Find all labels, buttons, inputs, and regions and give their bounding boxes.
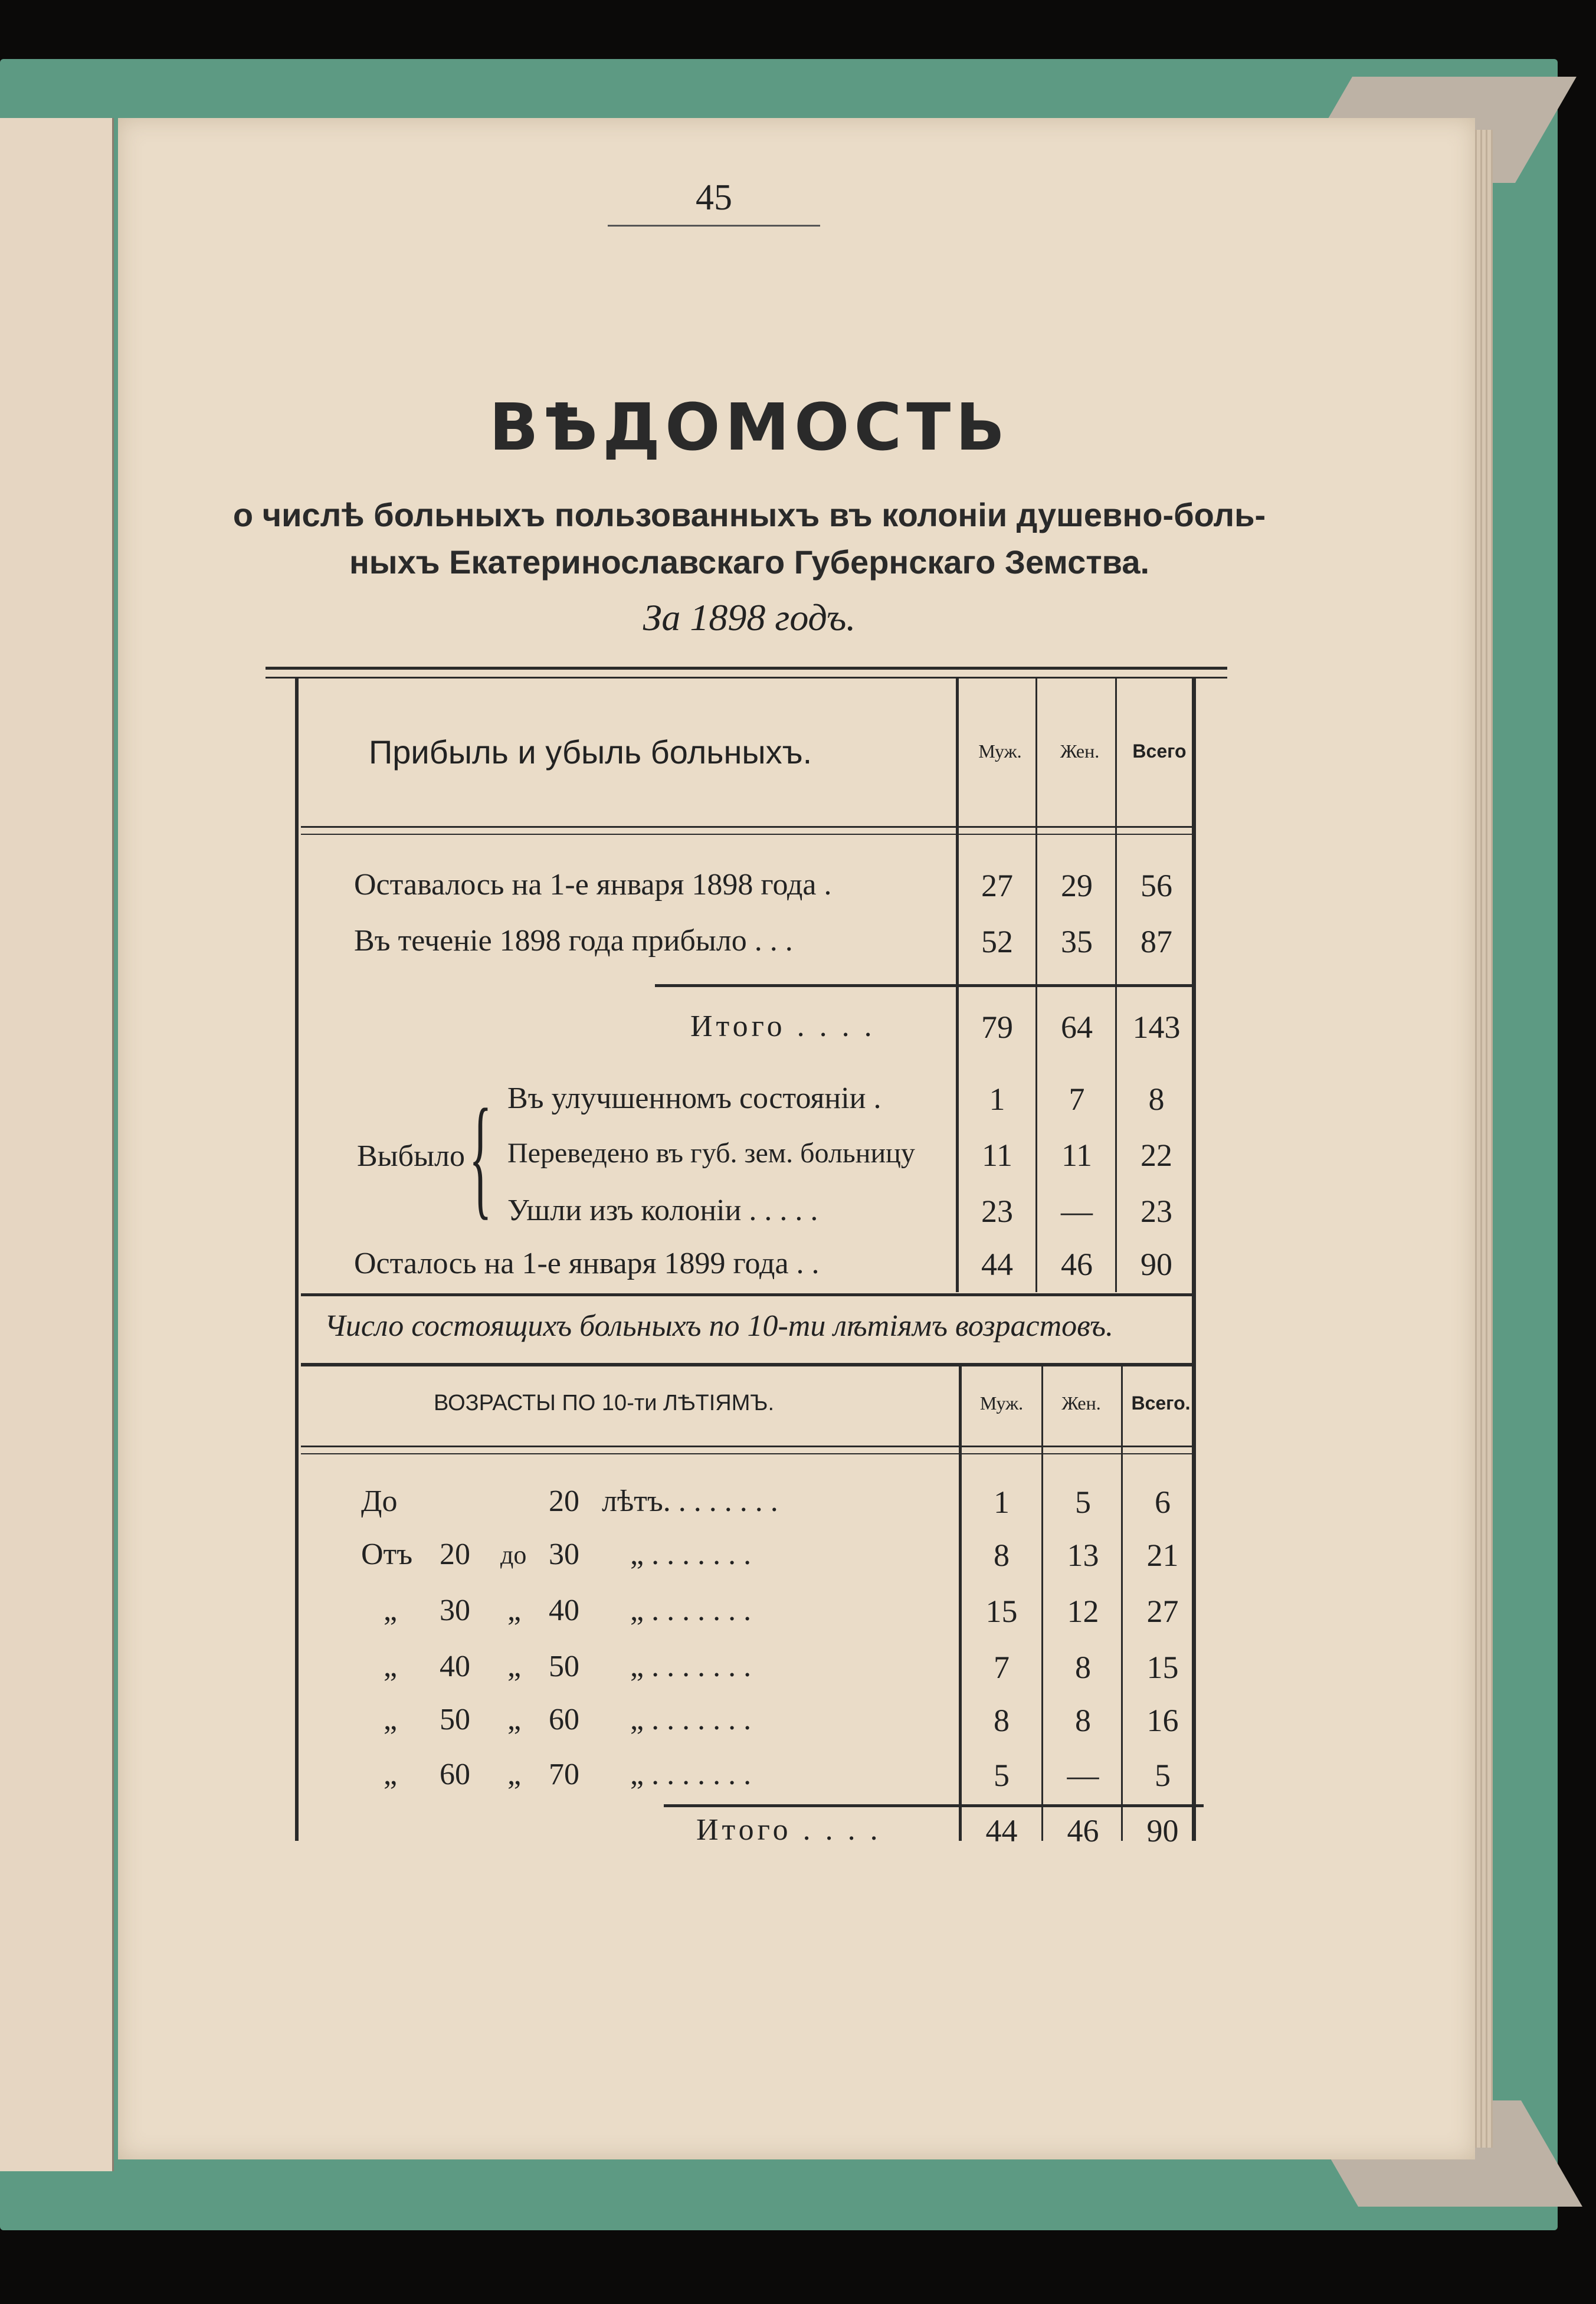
table1-row1-total: 56	[1141, 868, 1172, 903]
table2-col-female: Жен.	[1061, 1392, 1101, 1414]
table2-col-total: Всего.	[1131, 1392, 1191, 1414]
section-title: Число состоящихъ больныхъ по 10-ти лѣтіямъ возрастовъ.	[325, 1309, 1114, 1343]
brace-icon: {	[469, 1081, 492, 1231]
table1-row6-label: Осталось на 1-е января 1899 года . .	[354, 1247, 820, 1280]
table1-col-male: Муж.	[978, 740, 1022, 762]
age-prefix: До	[361, 1484, 398, 1518]
table1-row1-female: 29	[1061, 868, 1093, 903]
table-left-border	[295, 679, 299, 1841]
table1-row3-label: Въ улучшенномъ состояніи .	[507, 1081, 881, 1115]
table2-total-total: 90	[1146, 1813, 1179, 1849]
table2-female: 8	[1075, 1703, 1091, 1738]
age-mid: „	[507, 1650, 522, 1683]
age-suffix: „ . . . . . . .	[630, 1594, 752, 1627]
table1-row1-male: 27	[981, 868, 1013, 903]
section-bottom-rule	[301, 1363, 1192, 1366]
table2-male: 1	[994, 1484, 1010, 1520]
table2-total: 16	[1146, 1703, 1179, 1738]
table2-female: 5	[1075, 1484, 1091, 1520]
age-suffix: „ . . . . . . .	[630, 1703, 752, 1736]
table2-total: 27	[1146, 1594, 1179, 1629]
table1-row5-male: 23	[981, 1194, 1013, 1229]
table2-male: 8	[994, 1538, 1010, 1573]
table1-row6-male: 44	[981, 1247, 1013, 1282]
table1-subtotal-rule	[655, 984, 1192, 987]
age-suffix: „ . . . . . . .	[630, 1538, 752, 1571]
table2-male: 5	[994, 1758, 1010, 1793]
year-line: За 1898 годъ.	[643, 597, 856, 638]
table1-total-female: 64	[1061, 1010, 1093, 1045]
table1-row6-female: 46	[1061, 1247, 1093, 1282]
table2-col-male: Муж.	[979, 1392, 1024, 1414]
table2-total-female: 46	[1067, 1813, 1099, 1849]
table1-row6-total: 90	[1141, 1247, 1172, 1282]
table2-heading: ВОЗРАСТЫ ПО 10-ти ЛѢТІЯМЪ.	[434, 1391, 775, 1415]
table2-female: —	[1067, 1758, 1099, 1793]
document-title: ВѢДОМОСТЬ	[489, 389, 1010, 465]
table1-row5-label: Ушли изъ колоніи . . . . .	[507, 1194, 818, 1227]
age-prefix: Отъ	[361, 1538, 413, 1571]
age-suffix: „ . . . . . . .	[630, 1758, 752, 1791]
age-from: 50	[440, 1703, 470, 1736]
table1-row5-total: 23	[1141, 1194, 1172, 1229]
age-to: 50	[549, 1650, 579, 1683]
table2-total-male: 44	[985, 1813, 1018, 1849]
table2-total: 6	[1155, 1484, 1171, 1520]
table1-row5-female: —	[1061, 1194, 1093, 1229]
age-to: 30	[549, 1538, 579, 1571]
age-from: 30	[440, 1594, 470, 1627]
table1-col-female: Жен.	[1060, 740, 1100, 762]
table1-row3-female: 7	[1069, 1081, 1085, 1117]
table1-row4-label: Переведено въ губ. зем. больницу	[507, 1138, 915, 1169]
table1-row1-label: Оставалось на 1-е января 1898 года .	[354, 868, 832, 902]
age-mid: „	[507, 1594, 522, 1627]
table2-total: 21	[1146, 1538, 1179, 1573]
age-to: 20	[549, 1484, 579, 1518]
table2-male: 7	[994, 1650, 1010, 1685]
subtitle-line-2: ныхъ Екатеринославскаго Губернскаго Земства.	[349, 543, 1150, 581]
table2-total: 5	[1155, 1758, 1171, 1793]
age-to: 40	[549, 1594, 579, 1627]
table1-heading: Прибыль и убыль больныхъ.	[369, 733, 812, 771]
table1-total-label: Итого . . . .	[690, 1010, 876, 1043]
table2-male: 15	[985, 1594, 1018, 1629]
age-suffix: лѣтъ. . . . . . . .	[602, 1484, 778, 1518]
table1-row2-label: Въ теченіе 1898 года прибыло . . .	[354, 924, 793, 958]
age-to: 70	[549, 1758, 579, 1791]
table1-col-total: Всего	[1132, 740, 1187, 762]
table1-row4-total: 22	[1141, 1138, 1172, 1173]
age-from: 20	[440, 1538, 470, 1571]
section-top-rule	[301, 1293, 1192, 1296]
page-number: 45	[608, 177, 820, 227]
age-prefix: „	[384, 1703, 398, 1736]
age-mid: до	[500, 1541, 527, 1569]
table1-header-double-rule	[301, 826, 1192, 835]
table2-female: 12	[1067, 1594, 1099, 1629]
table2-subtotal-rule	[664, 1804, 1204, 1807]
age-from: 40	[440, 1650, 470, 1683]
table2-header-double-rule	[301, 1446, 1192, 1454]
table1-total-male: 79	[981, 1010, 1013, 1045]
table1-row3-total: 8	[1148, 1081, 1165, 1117]
age-mid: „	[507, 1703, 522, 1736]
table2-total-label: Итого . . . .	[696, 1813, 881, 1847]
table1-row2-female: 35	[1061, 924, 1093, 959]
subtitle-line-1: о числѣ больныхъ пользованныхъ въ колоніи душевно-боль-	[232, 496, 1266, 533]
age-mid: „	[507, 1758, 522, 1791]
age-suffix: „ . . . . . . .	[630, 1650, 752, 1683]
age-to: 60	[549, 1703, 579, 1736]
table2-female: 8	[1075, 1650, 1091, 1685]
table-top-double-rule	[266, 667, 1227, 679]
table2-female: 13	[1067, 1538, 1099, 1573]
age-prefix: „	[384, 1650, 398, 1683]
table2-male: 8	[994, 1703, 1010, 1738]
age-from: 60	[440, 1758, 470, 1791]
table1-row4-female: 11	[1061, 1138, 1092, 1173]
table2-total: 15	[1146, 1650, 1179, 1685]
table1-row4-male: 11	[982, 1138, 1012, 1173]
table1-row2-total: 87	[1141, 924, 1172, 959]
table1-total-total: 143	[1132, 1010, 1181, 1045]
age-prefix: „	[384, 1594, 398, 1627]
table1-row2-male: 52	[981, 924, 1013, 959]
age-prefix: „	[384, 1758, 398, 1791]
table1-left-label: Выбыло	[357, 1139, 465, 1173]
table1-row3-male: 1	[989, 1081, 1005, 1117]
